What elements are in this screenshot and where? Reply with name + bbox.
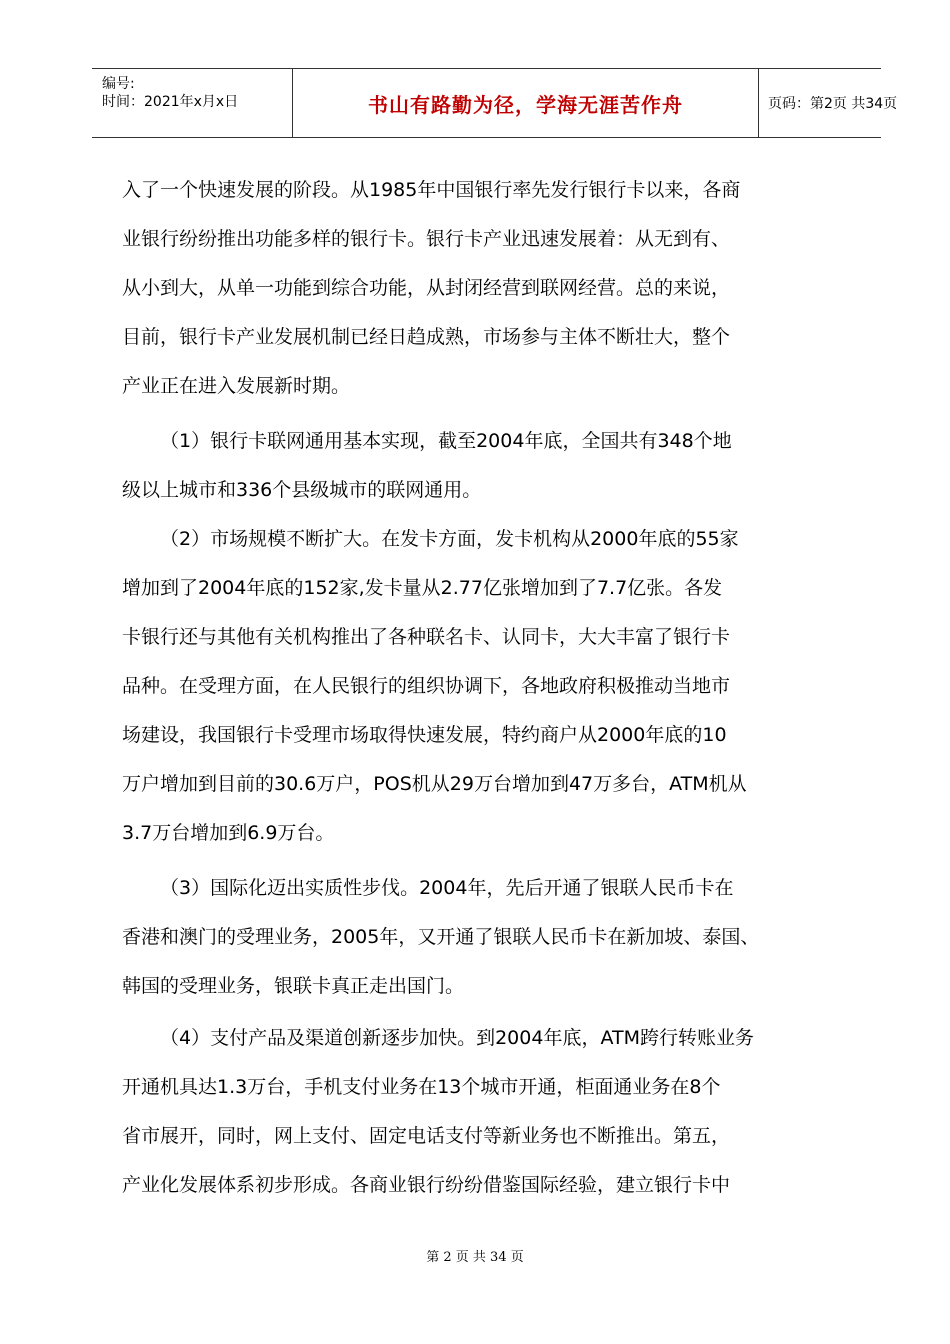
body-line: 开通机具达1.3万台，手机支付业务在13个城市开通，柜面通业务在8个 (122, 1076, 721, 1098)
body-line: 产业正在进入发展新时期。 (122, 375, 351, 397)
body-line: 入了一个快速发展的阶段。从1985年中国银行率先发行银行卡以来，各商 (122, 179, 741, 201)
body-line: 产业化发展体系初步形成。各商业银行纷纷借鉴国际经验，建立银行卡中 (122, 1174, 731, 1196)
body-line: 从小到大，从单一功能到综合功能，从封闭经营到联网经营。总的来说， (122, 277, 731, 299)
body-line: （3）国际化迈出实质性步伐。2004年，先后开通了银联人民币卡在 (160, 877, 734, 899)
body-line: 业银行纷纷推出功能多样的银行卡。银行卡产业迅速发展着：从无到有、 (122, 228, 731, 250)
body-line: 级以上城市和336个县级城市的联网通用。 (122, 479, 482, 501)
page-footer: 第 2 页 共 34 页 (426, 1250, 524, 1265)
body-line: （4）支付产品及渠道创新逐步加快。到2004年底，ATM跨行转账业务 (160, 1027, 754, 1049)
body-line: 香港和澳门的受理业务，2005年，又开通了银联人民币卡在新加坡、泰国、 (122, 926, 760, 948)
document-number-label: 编号: (102, 76, 135, 92)
body-line: 3.7万台增加到6.9万台。 (122, 822, 335, 844)
header-left-cell (92, 69, 292, 137)
body-line: 卡银行还与其他有关机构推出了各种联名卡、认同卡，大大丰富了银行卡 (122, 626, 731, 648)
header-motto: 书山有路勤为径，学海无涯苦作舟 (368, 92, 683, 117)
body-line: 品种。在受理方面，在人民银行的组织协调下，各地政府积极推动当地市 (122, 675, 731, 697)
header-page-info: 页码：第2页 共34页 (768, 96, 898, 112)
body-line: （1）银行卡联网通用基本实现，截至2004年底，全国共有348个地 (160, 430, 732, 452)
header-middle-cell (292, 69, 759, 137)
page-header (92, 68, 898, 138)
body-line: 目前，银行卡产业发展机制已经日趋成熟，市场参与主体不断壮大，整个 (122, 326, 731, 348)
body-line: 韩国的受理业务，银联卡真正走出国门。 (122, 975, 465, 997)
document-time-label: 时间：2021年x月x日 (102, 94, 239, 110)
header-right-cell (758, 69, 898, 137)
body-line: 万户增加到目前的30.6万户，POS机从29万台增加到47万多台，ATM机从 (122, 773, 747, 795)
body-line: （2）市场规模不断扩大。在发卡方面，发卡机构从2000年底的55家 (160, 528, 739, 550)
body-line: 增加到了2004年底的152家,发卡量从2.77亿张增加到了7.7亿张。各发 (122, 577, 723, 599)
body-line: 省市展开，同时，网上支付、固定电话支付等新业务也不断推出。第五， (122, 1125, 731, 1147)
body-line: 场建设，我国银行卡受理市场取得快速发展，特约商户从2000年底的10 (122, 724, 727, 746)
